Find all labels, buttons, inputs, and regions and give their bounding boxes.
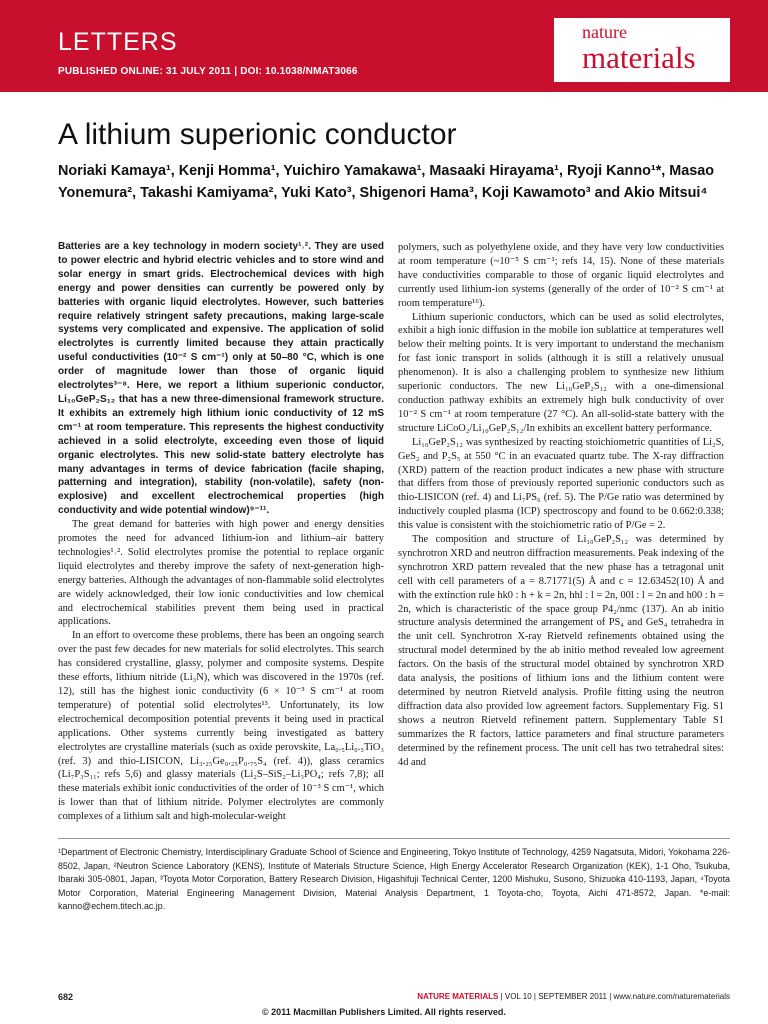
body-paragraph: Lithium superionic conductors, which can be used as solid electrolytes, exhibit a high ionic diffusion in the mobile ion sublattice at temperatures well below their melting points. It is very important to understand the mechanism for fast ionic transport in solids (although it is still a relatively unusual phenomenon). It is also a challenging problem to synthesize new lithium superionic conductors. The new Li₁₀GeP₂S₁₂ with a one-dimensional conduction pathway exhibits an extremely high bulk conductivity of over 10⁻² S cm⁻¹ at room temperature (27 °C). An all-solid-state battery with the structure LiCoO₂/Li₁₀GeP₂S₁₂/In exhibits an excellent battery performance. [398,311,724,434]
journal-name: NATURE MATERIALS [417,992,499,1001]
body-paragraph: polymers, such as polyethylene oxide, and they have very low conductivities at room temperature (~10⁻⁵ S cm⁻¹; refs 14, 15). None of these materials have conductivities comparable to those of organic liquid electrolytes and currently used lithium-ion systems (generally of the order of 10⁻² S cm⁻¹ at room temperature¹⁶). [398,242,724,309]
copyright-notice: © 2011 Macmillan Publishers Limited. All rights reserved. [262,1007,506,1017]
issue-info: | VOL 10 | SEPTEMBER 2011 | www.nature.com/naturematerials [498,992,730,1001]
page-number: 682 [58,992,74,1002]
logo-nature: nature [582,22,627,42]
footnote-divider [58,838,730,839]
body-paragraph: In an effort to overcome these problems, there has been an ongoing search over the past few decades for new materials for solid electrolytes. This search has considered crystalline, glassy, polymer and composite systems. Despite these efforts, lithium nitride (Li₃N), which was discovered in the 1970s (ref. 12), still has the highest ionic conductivity (6 × 10⁻³ S cm⁻¹ at room temperature) of potential solid electrolytes¹³. Unfortunately, its low electrochemical decomposition potential prevents it being used in practical applications. Other systems currently being investigated as battery electrolytes are crystalline materials (such as oxide perovskite, La₀.₅Li₀.₅TiO₃ (ref. 3) and thio-LISICON, Li₃.₂₅Ge₀.₂₅P₀.₇₅S₄ (ref. 4)), glass ceramics (Li₇P₃S₁₁; refs 5,6) and glassy materials (Li₂S–SiS₂–Li₃PO₄; refs 7,8); all these materials exhibit ionic conductivities of the order of 10⁻³ S cm⁻¹, which is lower than that of lithium nitride. Polymer electrolytes are commonly complexes of a lithium salt and high-molecular-weight [58,630,384,823]
article-title: A lithium superionic conductor [58,118,457,151]
right-column [398,241,724,769]
body-paragraph: The great demand for batteries with high power and energy densities promotes the need for advanced lithium-ion and lithium–air battery technologies¹˒². Solid electrolytes promise the potential to replace organic liquid electrolytes and thereby improve the safety of next-generation high-energy batteries. Although the advantages of non-flammable solid electrolytes are widely acknowledged, their low ionic conductivities and low chemical and electrochemical stabilities prevent them being used in practical applications. [58,519,384,628]
body-paragraph: Li₁₀GeP₂S₁₂ was synthesized by reacting stoichiometric quantities of Li₂S, GeS₂ and P₂S₅ at 550 °C in an evacuated quartz tube. The X-ray diffraction (XRD) pattern of the reaction product indicates a new phase with structure that differs from those of previously reported superionic conductors such as thio-LISICON (ref. 4) and Li₇PS₆ (ref. 5). The P/Ge ratio was determined by inductively coupled plasma (ICP) spectroscopy and found to be 0.662:0.338; this value is consistent with the stoichiometric ratio of P/Ge = 2. [398,436,724,532]
journal-footer [398,992,730,1001]
section-label: LETTERS [58,28,178,56]
body-paragraph: The composition and structure of Li₁₀GeP₂S₁₂ was determined by synchrotron XRD and neutron diffraction measurements. Peak indexing of the synchrotron XRD pattern revealed that the new phase has a tetragonal unit cell with cell parameters of a = 8.71771(5) Å and c = 12.63452(10) Å and with the extinction rule hk0 : h + k = 2n, hhl : l = 2n, 00l : l = 2n and h00 : h = 2n, which is characteristic of the space group P4₂/nmc (137). An ab initio structure analysis determined the arrangement of PS₄ and GeS₄ tetrahedra in the unit cell. Synchrotron X-ray Rietveld refinements obtained using the structural model determined by the ab initio method revealed low agreement factors. On the basis of the structural model obtained by synchrotron XRD data analysis, the positions of lithium ions and the lithium content were determined by neutron Rietveld analysis. Profile fitting using the neutron diffraction data also provided low agreement factors. Supplementary Fig. S1 shows a neutron Rietveld refinement pattern. Supplementary Table S1 summarizes the R factors, lattice parameters and final structure parameters determined by the refinement process. The unit cell has two tetrahedral sites: 4d and [398,534,724,768]
logo-materials: materials [582,40,696,75]
abstract: Batteries are a key technology in modern society¹˒². They are used to power electric and hybrid electric vehicles and to store wind and solar energy in smart grids. Electrochemical devices with high energy and power densities can currently be powered only by batteries with organic liquid electrolytes. However, such batteries require relatively stringent safety precautions, making large-scale systems very complicated and expensive. The application of solid electrolytes is currently limited because they attain practically useful conductivities (10⁻² S cm⁻¹) only at 50–80 °C, which is one order of magnitude lower than those of organic liquid electrolytes³⁻⁸. Here, we report a lithium superionic conductor, Li₁₀GeP₂S₁₂ that has a new three-dimensional framework structure. It exhibits an extremely high lithium ionic conductivity of 12 mS cm⁻¹ at room temperature. This represents the highest conductivity achieved in a solid electrolyte, exceeding even those of liquid organic electrolytes. This new solid-state battery electrolyte has many advantages in terms of device fabrication (facile shaping, patterning and integration), stability (non-volatile), safety (non-explosive) and excellent electrochemical properties (high conductivity and wide potential window)⁹⁻¹¹. [58,241,384,517]
author-list: Noriaki Kamaya¹, Kenji Homma¹, Yuichiro Yamakawa¹, Masaaki Hirayama¹, Ryoji Kanno¹*, Masao Yonemura², Takashi Kamiyama², Yuki Kato³, Shigenori Hama³, Koji Kawamoto³ and Akio Mitsui⁴ [58,163,715,201]
left-column [58,240,384,824]
publication-line: PUBLISHED ONLINE: 31 JULY 2011 | DOI: 10.1038/NMAT3066 [58,66,358,77]
affiliations: ¹Department of Electronic Chemistry, Interdisciplinary Graduate School of Science and Engineering, Tokyo Institute of Technology, 4259 Nagatsuta, Midori, Yokohama 226-8502, Japan, ²Neutron Science Laboratory (KENS), Institute of Materials Structure Science, High Energy Accelerator Research Organization (KEK), 1-1 Oho, Tsukuba, Ibaraki 305-0801, Japan, ³Toyota Motor Corporation, Battery Research Division, Higashifuji Technical Center, 1200 Mishuku, Susono, Shizuoka 410-1193, Japan, ⁴Toyota Motor Corporation, Material Engineering Management Division, Material Analysis Department, 1 Toyota-cho, Toyota, Aichi 471-8572, Japan. *e-mail: kanno@echem.titech.ac.jp. [58,847,730,912]
